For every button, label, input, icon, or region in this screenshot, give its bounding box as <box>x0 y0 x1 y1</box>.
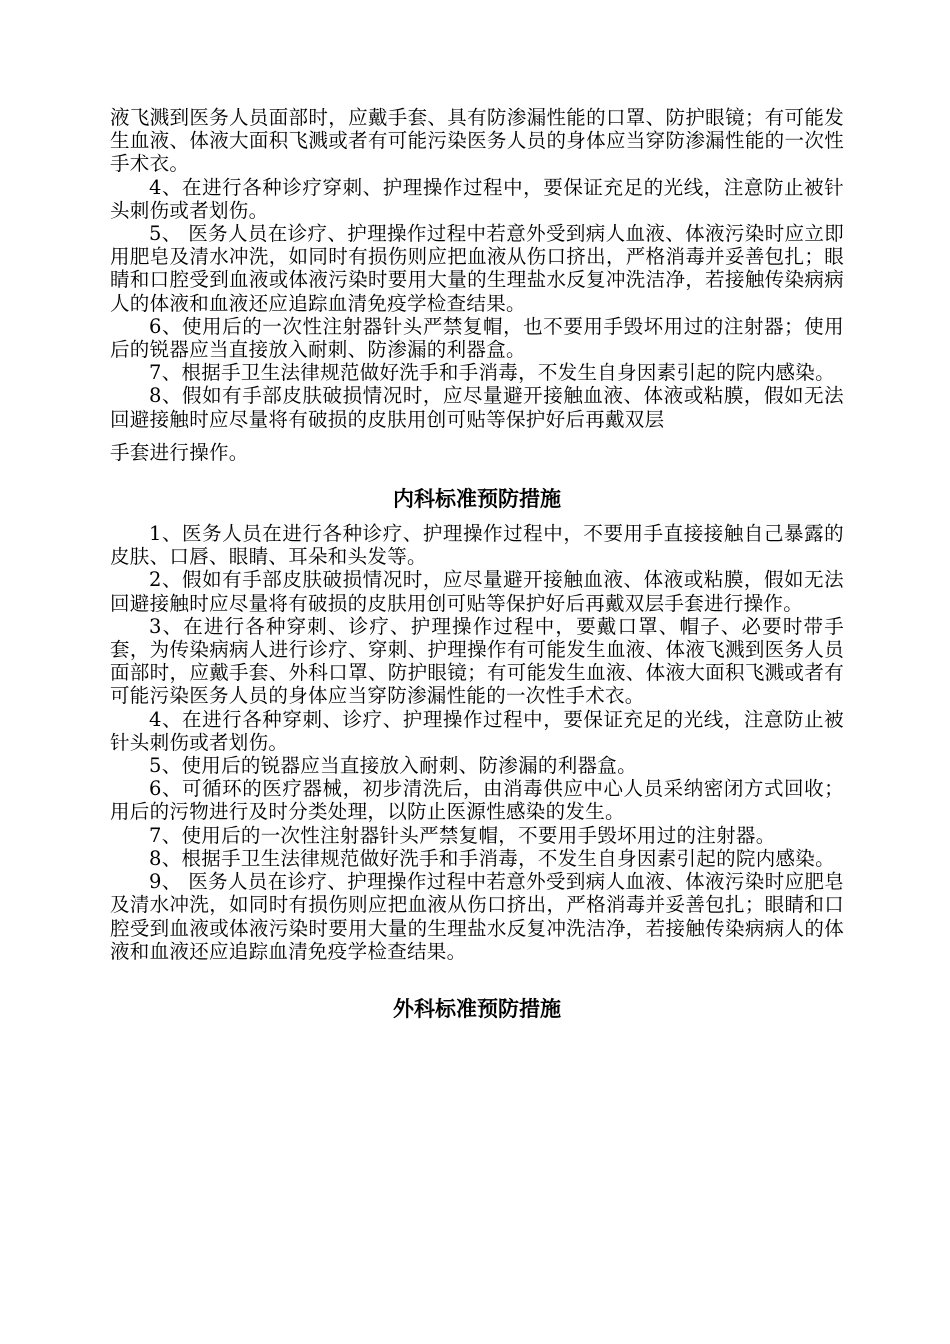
paragraph: 1、医务人员在进行各种诊疗、护理操作过程中，不要用手直接接触自己暴露的皮肤、口唇、眼睛、耳朵和头发等。 <box>110 522 844 569</box>
paragraph: 5、使用后的锐器应当直接放入耐刺、防渗漏的利器盒。 <box>149 754 637 778</box>
paragraph: 4、在进行各种穿刺、诊疗、护理操作过程中，要保证充足的光线，注意防止被针头刺伤或者划伤。 <box>110 707 844 754</box>
paragraph: 8、假如有手部皮肤破损情况时，应尽量避开接触血液、体液或粘膜，假如无法回避接触时应尽量将有破损的皮肤用创可贴等保护好后再戴双层 <box>110 384 844 431</box>
document-page <box>110 106 844 1023</box>
paragraph: 8、根据手卫生法律规范做好洗手和手消毒，不发生自身因素引起的院内感染。 <box>149 846 835 870</box>
paragraph: 2、假如有手部皮肤破损情况时，应尽量避开接触血液、体液或粘膜，假如无法回避接触时应尽量将有破损的皮肤用创可贴等保护好后再戴双层手套进行操作。 <box>110 568 844 615</box>
paragraph: 4、在进行各种诊疗穿刺、护理操作过程中，要保证充足的光线，注意防止被针头刺伤或者划伤。 <box>110 175 844 222</box>
paragraph: 7、根据手卫生法律规范做好洗手和手消毒，不发生自身因素引起的院内感染。 <box>149 361 835 385</box>
paragraph: 手套进行操作。 <box>110 440 249 464</box>
paragraph: 液飞溅到医务人员面部时，应戴手套、具有防渗漏性能的口罩、防护眼镜；有可能发生血液、体液大面积飞溅或者有可能污染医务人员的身体应当穿防渗漏性能的一次性手术衣。 <box>110 106 844 176</box>
paragraph: 7、使用后的一次性注射器针头严禁复帽，不要用手毁坏用过的注射器。 <box>149 823 776 847</box>
section-internal <box>110 522 844 963</box>
section-previous <box>110 106 844 464</box>
paragraph: 9、 医务人员在诊疗、护理操作过程中若意外受到病人血液、体液污染时应肥皂及清水冲洗，如同时有损伤则应把血液从伤口挤出，严格消毒并妥善包扎；眼睛和口腔受到血液或体液污染时要用大量的生理盐水反复冲洗洁净，若接触传染病病人的体液和血液还应追踪血清免疫学检查结果。 <box>110 870 844 963</box>
section-title-surgical: 外科标准预防措施 <box>393 996 561 1021</box>
paragraph: 5、 医务人员在诊疗、护理操作过程中若意外受到病人血液、体液污染时应立即用肥皂及清水冲洗，如同时有损伤则应把血液从伤口挤出，严格消毒并妥善包扎；眼睛和口腔受到血液或体液污染时要用大量的生理盐水反复冲洗洁净，若接触传染病病人的体液和血液还应追踪血清免疫学检查结果。 <box>110 222 844 315</box>
paragraph: 6、使用后的一次性注射器针头严禁复帽，也不要用手毁坏用过的注射器；使用后的锐器应当直接放入耐刺、防渗漏的利器盒。 <box>110 314 844 362</box>
paragraph: 6、可循环的医疗器械，初步清洗后，由消毒供应中心人员采纳密闭方式回收；用后的污物进行及时分类处理，以防止医源性感染的发生。 <box>110 777 844 824</box>
section-title-internal: 内科标准预防措施 <box>393 487 561 512</box>
paragraph: 3、在进行各种穿刺、诊疗、护理操作过程中，要戴口罩、帽子、必要时带手套，为传染病病人进行诊疗、穿刺、护理操作有可能发生血液、体液飞溅到医务人员面部时，应戴手套、外科口罩、防护眼镜；有可能发生血液、体液大面积飞溅或者有可能污染医务人员的身体应当穿防渗漏性能的一次性手术衣。 <box>110 614 844 708</box>
